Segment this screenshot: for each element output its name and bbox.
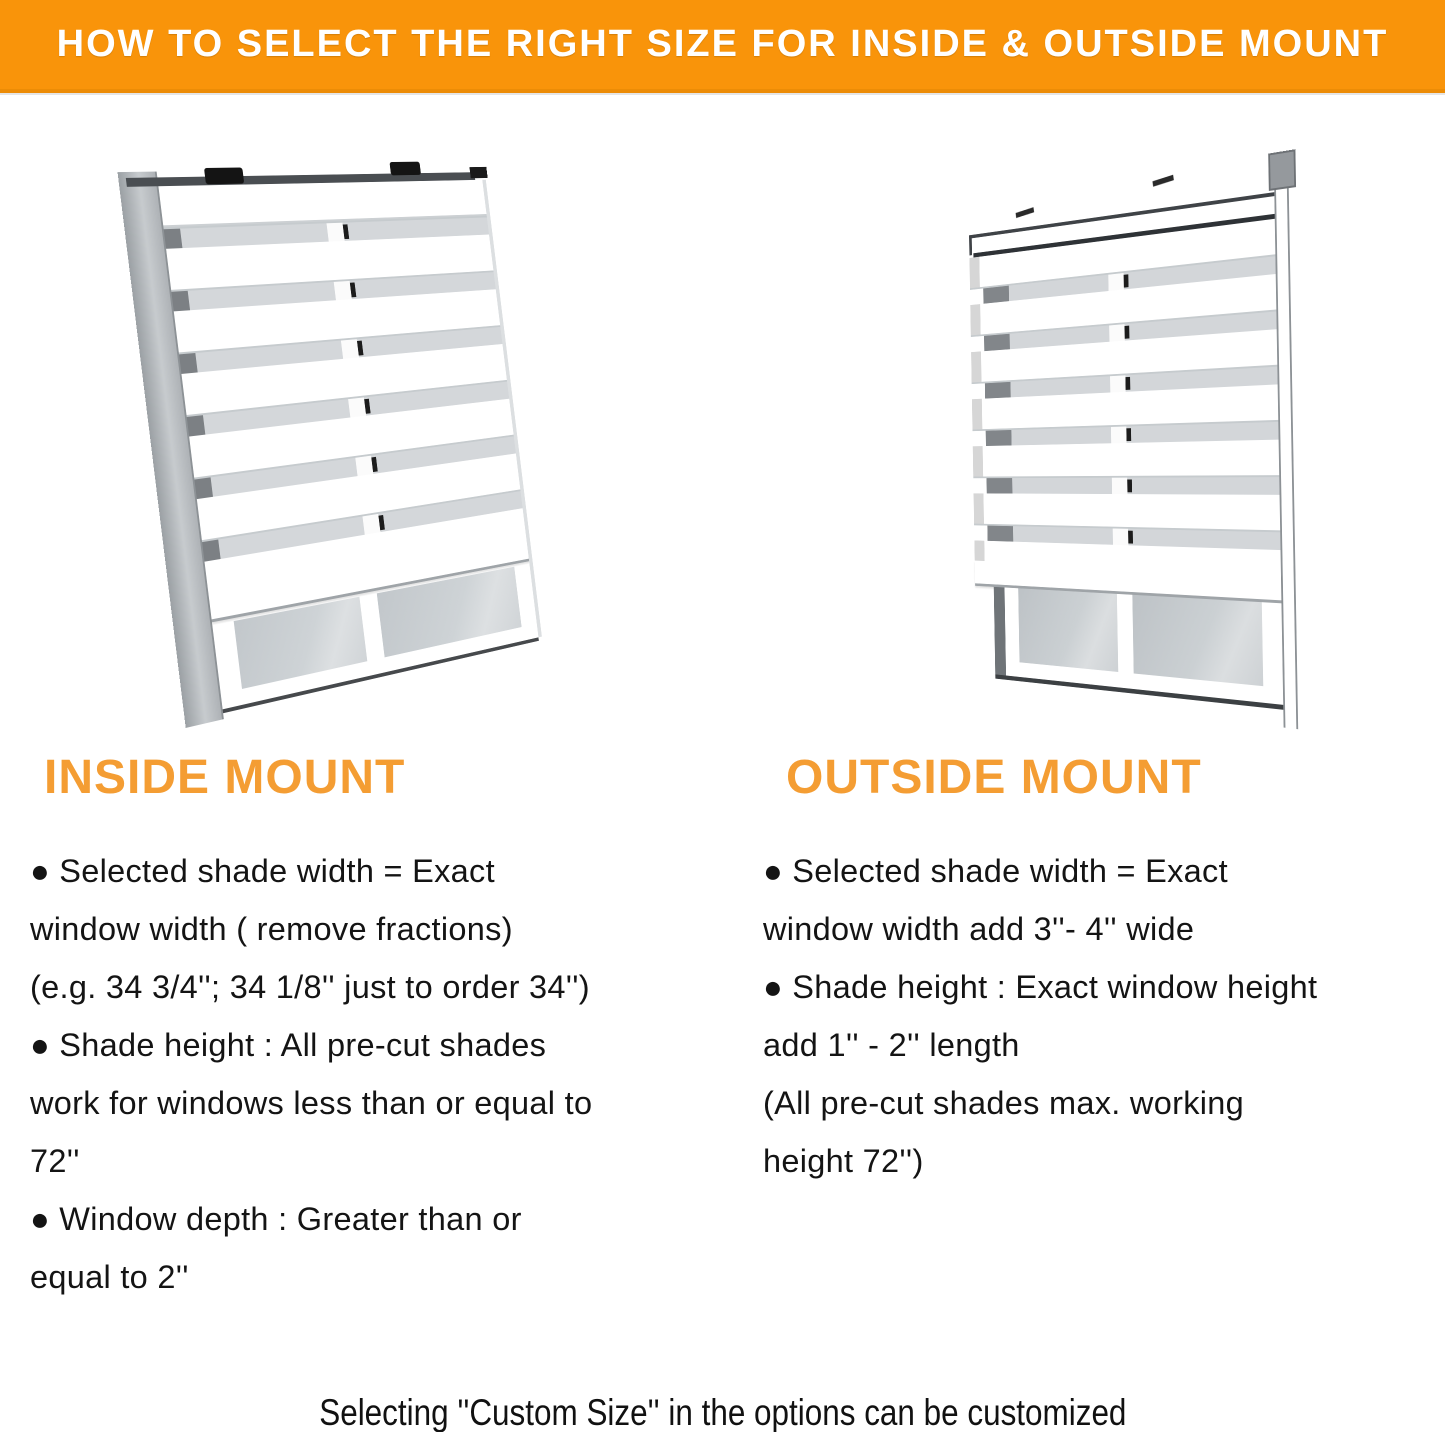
mounting-bracket-icon: [389, 162, 421, 176]
blind-bottom-bar: [209, 539, 529, 622]
footer-note: [0, 1392, 1445, 1432]
wall-line: [969, 192, 1274, 239]
bullet-line: window width add 3''- 4'' wide: [763, 911, 1195, 947]
bullet-line: ● Shade height : Exact window height: [763, 969, 1318, 1005]
mounting-bracket-icon: [204, 168, 244, 185]
window-glass-pane: [234, 597, 368, 689]
headrail-end-cap: [469, 167, 487, 178]
window-lower-frame: [212, 564, 539, 713]
bullet-line: (e.g. 34 3/4''; 34 1/8'' just to order 34''): [30, 969, 590, 1005]
zebra-blind-stripes: [163, 216, 526, 597]
bullet-line: add 1'' - 2'' length: [763, 1027, 1020, 1063]
stripe-end-caps: [969, 257, 984, 561]
wall-line-corner: [969, 235, 972, 256]
zebra-blind-stripes: [969, 219, 1280, 574]
mullion-shadow-ticks: [338, 183, 390, 565]
bullet-line: ● Selected shade width = Exact: [763, 853, 1228, 889]
screw-mark-icon: [1152, 175, 1173, 187]
outside-mount-window: [968, 148, 1313, 748]
window-glass-pane: [377, 567, 522, 658]
outside-mount-heading: OUTSIDE MOUNT: [786, 751, 1202, 804]
blind-headrail: [126, 172, 475, 187]
outside-mount-illustration: [878, 148, 1308, 748]
bullet-line: window width ( remove fractions): [30, 911, 513, 947]
blind-valance: [158, 180, 486, 227]
outside-mount-bullets: [763, 842, 1443, 1190]
bullet-line: ● Shade height : All pre-cut shades: [30, 1027, 547, 1063]
window-frame-jamb: [118, 172, 224, 728]
bullet-line: (All pre-cut shades max. working: [763, 1085, 1245, 1121]
bullet-line: height 72''): [763, 1143, 924, 1179]
window-mullion: [322, 183, 385, 568]
bullet-line: ● Window depth : Greater than or: [30, 1201, 522, 1237]
window-glass-pane: [1132, 595, 1263, 686]
inside-mount-heading: INSIDE MOUNT: [44, 751, 406, 804]
inside-mount-illustration: [152, 162, 604, 744]
window-side-frame: [1274, 188, 1298, 729]
bullet-line: equal to 2'': [30, 1259, 189, 1295]
window-mullion: [1108, 238, 1129, 567]
footer-note-text: Selecting ''Custom Size'' in the options can be customized: [318, 1392, 1127, 1432]
inside-mount-bullets: [30, 842, 730, 1306]
bullet-line: ● Selected shade width = Exact: [30, 853, 495, 889]
sheer-layer: [158, 180, 526, 597]
header-banner: [0, 0, 1445, 93]
window-glass-pane: [1018, 588, 1118, 672]
mullion-shadow-ticks: [1123, 238, 1133, 568]
bullet-line: 72'': [30, 1143, 80, 1179]
sheer-layer: [969, 219, 1280, 574]
mounting-bracket-icon: [1268, 149, 1296, 191]
page-title: HOW TO SELECT THE RIGHT SIZE FOR INSIDE & OUTSIDE MOUNT: [56, 23, 1389, 65]
window-right-edge: [482, 180, 542, 638]
window-lower-frame: [994, 587, 1284, 710]
bullet-line: work for windows less than or equal to: [30, 1085, 593, 1121]
inside-mount-window: [117, 160, 546, 742]
blind-headrail: [973, 214, 1274, 258]
screw-mark-icon: [1016, 207, 1035, 218]
window-frame-jamb: [994, 587, 1006, 676]
blind-bottom-bar: [975, 561, 1282, 604]
